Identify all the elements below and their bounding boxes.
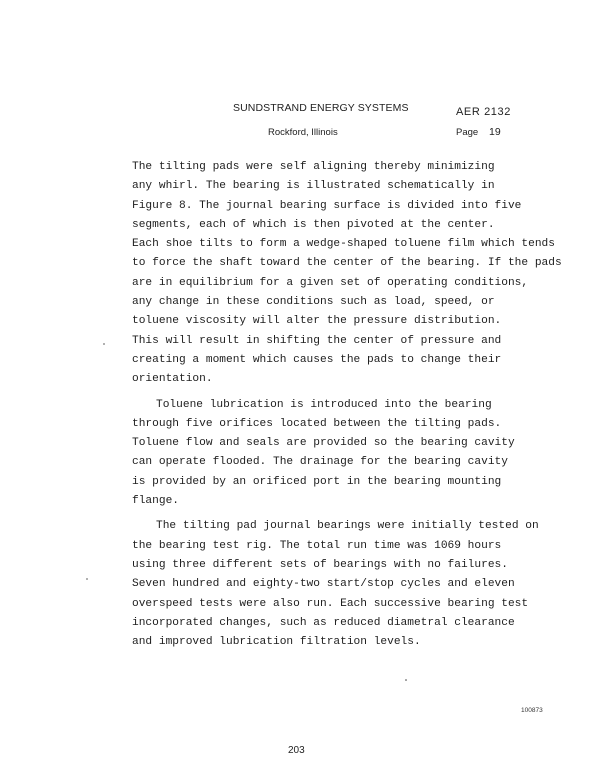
text-line: to force the shaft toward the center of the bearing. If the pads: [132, 257, 562, 270]
text-line: any whirl. The bearing is illustrated schematically in: [132, 180, 495, 193]
text-line: can operate flooded. The drainage for the bearing cavity: [132, 456, 508, 469]
text-line: toluene viscosity will alter the pressure distribution.: [132, 315, 502, 328]
text-line: This will result in shifting the center of pressure and: [132, 334, 502, 347]
text-line: using three different sets of bearings with no failures.: [132, 558, 508, 571]
page-label: Page: [456, 127, 479, 138]
text-line: any change in these conditions such as load, speed, or: [132, 296, 495, 309]
paragraph-2: [132, 396, 552, 512]
company-location: Rockford, Illinois: [268, 127, 338, 138]
text-line: incorporated changes, such as reduced diametral clearance: [132, 616, 515, 629]
text-line: The tilting pad journal bearings were initially tested on: [156, 520, 539, 533]
company-name: SUNDSTRAND ENERGY SYSTEMS: [233, 102, 409, 114]
text-line: is provided by an orificed port in the bearing mounting: [132, 475, 502, 488]
text-line: are in equilibrium for a given set of operating conditions,: [132, 276, 529, 289]
paragraph-3: [132, 517, 552, 652]
folio-number: 203: [288, 745, 305, 756]
text-line: segments, each of which is then pivoted at the center.: [132, 218, 495, 231]
scan-speck: [103, 343, 105, 345]
text-line: the bearing test rig. The total run time was 1069 hours: [132, 539, 502, 552]
text-line: and improved lubrication filtration levels.: [132, 636, 421, 649]
text-line: through five orifices located between the tilting pads.: [132, 417, 502, 430]
text-line: The tilting pads were self aligning thereby minimizing: [132, 161, 495, 173]
scan-speck: [86, 578, 88, 580]
text-line: Figure 8. The journal bearing surface is divided into five: [132, 199, 522, 212]
page-number: 19: [489, 126, 501, 138]
paragraph-1: [132, 158, 562, 390]
text-line: Seven hundred and eighty-two start/stop cycles and eleven: [132, 578, 515, 591]
document-id: 100873: [521, 707, 543, 714]
text-line: flange.: [132, 495, 179, 508]
text-line: Toluene lubrication is introduced into the bearing: [156, 398, 492, 411]
text-line: orientation.: [132, 373, 213, 386]
text-line: Each shoe tilts to form a wedge-shaped toluene film which tends: [132, 238, 555, 251]
text-line: creating a moment which causes the pads to change their: [132, 353, 502, 366]
report-number: AER 2132: [456, 106, 511, 118]
text-line: Toluene flow and seals are provided so the bearing cavity: [132, 437, 515, 450]
body-text: [132, 158, 562, 652]
text-line: overspeed tests were also run. Each successive bearing test: [132, 597, 529, 610]
scan-speck: [405, 679, 407, 681]
